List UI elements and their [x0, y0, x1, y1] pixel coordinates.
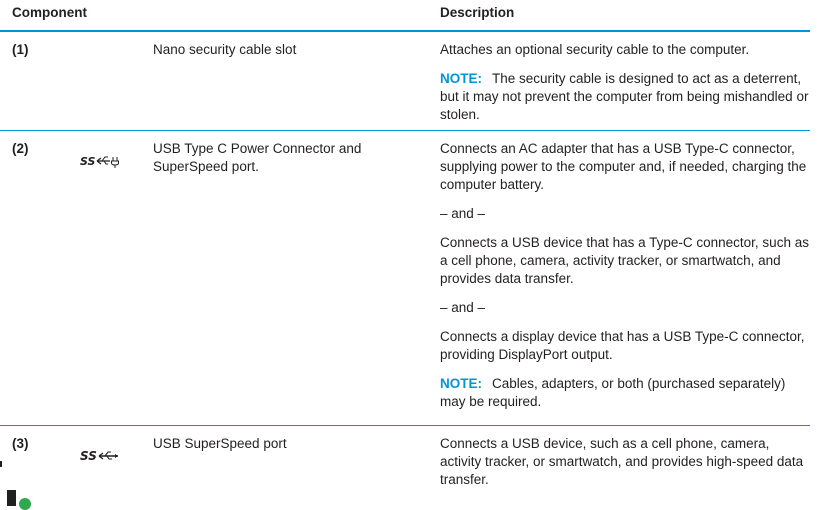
usb-superspeed-icon	[80, 447, 124, 470]
row-number: (1)	[12, 42, 29, 57]
component-description	[440, 435, 810, 500]
component-name: Nano security cable slot	[153, 42, 297, 57]
note	[440, 70, 810, 124]
svg-text:SS: SS	[80, 449, 97, 463]
and-separator: – and –	[440, 206, 486, 221]
description-text: Connects a USB device, such as a cell phone, camera, activity tracker, or smartwatch, and provides high-speed data transfer.	[440, 436, 804, 487]
component-description	[440, 140, 810, 422]
note-label: NOTE:	[440, 376, 482, 391]
table-row	[0, 426, 810, 496]
margin-mark	[0, 461, 2, 467]
note-text: Cables, adapters, or both (purchased separately) may be required.	[440, 376, 786, 409]
row-number: (2)	[12, 141, 29, 156]
description-text: Connects an AC adapter that has a USB Type-C connector, supplying power to the computer and, if needed, charging the computer battery.	[440, 141, 807, 192]
component-description	[440, 41, 810, 135]
note-text: The security cable is designed to act as a deterrent, but it may not prevent the computer from being mishandled or stolen.	[440, 71, 809, 122]
note-label: NOTE:	[440, 71, 482, 86]
component-name: USB SuperSpeed port	[153, 436, 287, 451]
usb-superspeed-power-icon	[80, 152, 124, 175]
page-corner-mark	[7, 490, 16, 506]
description-text: Attaches an optional security cable to the computer.	[440, 42, 750, 57]
green-dot-icon	[19, 498, 31, 510]
table-row	[0, 131, 810, 426]
note	[440, 375, 810, 411]
row-number: (3)	[12, 436, 29, 451]
header-description: Description	[440, 5, 515, 20]
svg-text:SS: SS	[80, 155, 96, 168]
description-text: Connects a USB device that has a Type-C connector, such as a cell phone, camera, activity tracker, or smartwatch, and provides data transfer.	[440, 235, 809, 286]
header-component: Component	[12, 5, 87, 20]
table-header	[0, 0, 810, 32]
table-row	[0, 32, 810, 131]
and-separator: – and –	[440, 300, 486, 315]
component-name: USB Type C Power Connector and SuperSpeed port.	[153, 141, 362, 174]
description-text: Connects a display device that has a USB Type-C connector, providing DisplayPort output.	[440, 329, 805, 362]
